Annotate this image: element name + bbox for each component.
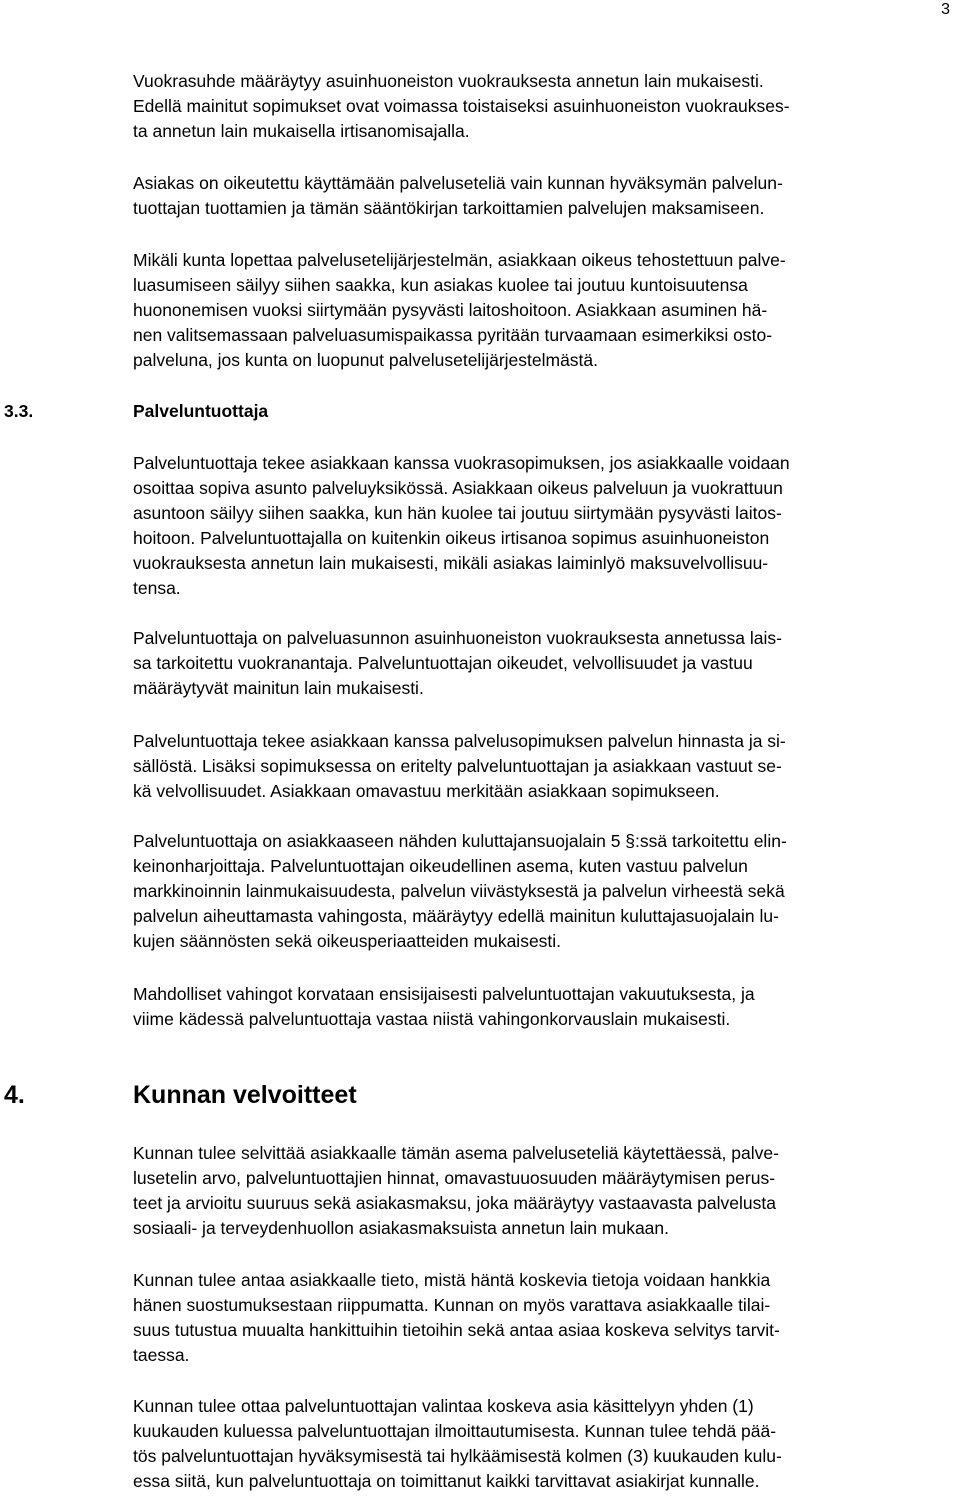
paragraph bbox=[133, 829, 955, 954]
text-line: Palveluntuottaja tekee asiakkaan kanssa vuokrasopimuksen, jos asiakkaalle voidaan bbox=[133, 453, 790, 473]
text-line: huononemisen vuoksi siirtymään pysyvästi laitoshoitoon. Asiakkaan asuminen hä- bbox=[133, 300, 768, 320]
text-line: tös palveluntuottajan hyväksymisestä tai hylkäämisestä kolmen (3) kuukauden kulu- bbox=[133, 1446, 782, 1466]
text-line: määräytyvät mainitun lain mukaisesti. bbox=[133, 678, 424, 698]
paragraph bbox=[133, 982, 955, 1032]
section-number: 3.3. bbox=[4, 401, 34, 421]
paragraph bbox=[133, 1141, 955, 1241]
text-line: kä velvollisuudet. Asiakkaan omavastuu merkitään asiakkaan sopimukseen. bbox=[133, 781, 720, 801]
paragraph bbox=[133, 1268, 955, 1368]
paragraph bbox=[133, 626, 955, 701]
text-line: suus tutustua muualta hankittuihin tietoihin sekä antaa asiaa koskeva selvitys tarvit- bbox=[133, 1320, 780, 1340]
text-line: Asiakas on oikeutettu käyttämään palveluseteliä vain kunnan hyväksymän palvelun- bbox=[133, 173, 783, 193]
text-line: nen valitsemassaan palveluasumispaikassa pyritään turvaamaan esimerkiksi osto- bbox=[133, 325, 773, 345]
chapter-number: 4. bbox=[4, 1081, 25, 1109]
paragraph bbox=[133, 451, 955, 601]
text-line: Kunnan tulee selvittää asiakkaalle tämän asema palveluseteliä käytettäessä, palve- bbox=[133, 1143, 779, 1163]
text-line: viime kädessä palveluntuottaja vastaa niistä vahingonkorvauslain mukaisesti. bbox=[133, 1009, 731, 1029]
text-line: Palveluntuottaja on asiakkaaseen nähden kuluttajansuojalain 5 §:ssä tarkoitettu elin- bbox=[133, 831, 787, 851]
text-line: Edellä mainitut sopimukset ovat voimassa toistaiseksi asuinhuoneiston vuokraukses- bbox=[133, 96, 790, 116]
text-line: teet ja arvioitu suuruus sekä asiakasmaksu, joka määräytyy vastaavasta palvelusta bbox=[133, 1193, 776, 1213]
text-line: vuokrauksesta annetun lain mukaisesti, mikäli asiakas laiminlyö maksuvelvollisuu- bbox=[133, 553, 769, 573]
text-line: hänen suostumuksestaan riippumatta. Kunnan on myös varattava asiakkaalle tilai- bbox=[133, 1295, 771, 1315]
paragraph bbox=[133, 729, 955, 804]
text-line: lusetelin arvo, palveluntuottajien hinnat, omavastuuosuuden määräytymisen perus- bbox=[133, 1168, 776, 1188]
text-line: tuottajan tuottamien ja tämän sääntökirjan tarkoittamien palvelujen maksamiseen. bbox=[133, 198, 765, 218]
text-line: palvelun aiheuttamasta vahingosta, määräytyy edellä mainitun kuluttajasuojalain lu- bbox=[133, 906, 779, 926]
text-line: Kunnan tulee antaa asiakkaalle tieto, mistä häntä koskevia tietoja voidaan hankkia bbox=[133, 1270, 771, 1290]
page-number: 3 bbox=[941, 1, 950, 18]
text-line: essa siitä, kun palveluntuottaja on toimittanut kaikki tarvittavat asiakirjat kunnalle. bbox=[133, 1471, 760, 1491]
text-line: kujen säännösten sekä oikeusperiaatteiden mukaisesti. bbox=[133, 931, 562, 951]
chapter-heading: Kunnan velvoitteet bbox=[133, 1081, 357, 1109]
text-line: Kunnan tulee ottaa palveluntuottajan valintaa koskeva asia käsittelyyn yhden (1) bbox=[133, 1396, 754, 1416]
text-line: Vuokrasuhde määräytyy asuinhuoneiston vuokrauksesta annetun lain mukaisesti. bbox=[133, 71, 764, 91]
paragraph bbox=[133, 171, 955, 221]
paragraph bbox=[133, 1394, 955, 1494]
text-line: keinonharjoittaja. Palveluntuottajan oikeudellinen asema, kuten vastuu palvelun bbox=[133, 856, 748, 876]
text-line: tensa. bbox=[133, 578, 181, 598]
text-line: kuukauden kuluessa palveluntuottajan ilmoittautumisesta. Kunnan tulee tehdä pää- bbox=[133, 1421, 777, 1441]
text-line: Mahdolliset vahingot korvataan ensisijaisesti palveluntuottajan vakuutuksesta, ja bbox=[133, 984, 755, 1004]
section-heading: Palveluntuottaja bbox=[133, 401, 269, 421]
paragraph bbox=[133, 69, 955, 144]
text-line: asuntoon säilyy siihen saakka, kun hän kuolee tai joutuu siirtymään pysyvästi laitos- bbox=[133, 503, 782, 523]
text-line: sa tarkoitettu vuokranantaja. Palveluntuottajan oikeudet, velvollisuudet ja vastuu bbox=[133, 653, 753, 673]
text-line: osoittaa sopiva asunto palveluyksikössä. Asiakkaan oikeus palveluun ja vuokrattuun bbox=[133, 478, 783, 498]
text-line: sosiaali- ja terveydenhuollon asiakasmaksuista annetun lain mukaan. bbox=[133, 1218, 670, 1238]
text-line: palveluna, jos kunta on luopunut palvelusetelijärjestelmästä. bbox=[133, 350, 599, 370]
text-line: ta annetun lain mukaisella irtisanomisajalla. bbox=[133, 121, 470, 141]
text-line: Palveluntuottaja on palveluasunnon asuinhuoneiston vuokrauksesta annetussa lais- bbox=[133, 628, 782, 648]
text-line: hoitoon. Palveluntuottajalla on kuitenkin oikeus irtisanoa sopimus asuinhuoneiston bbox=[133, 528, 770, 548]
text-line: luasumiseen säilyy siihen saakka, kun asiakas kuolee tai joutuu kuntoisuutensa bbox=[133, 275, 748, 295]
text-line: markkinoinnin lainmukaisuudesta, palvelun viivästyksestä ja palvelun virheestä sekä bbox=[133, 881, 785, 901]
text-line: taessa. bbox=[133, 1345, 190, 1365]
paragraph bbox=[133, 248, 955, 373]
text-line: Mikäli kunta lopettaa palvelusetelijärjestelmän, asiakkaan oikeus tehostettuun palve- bbox=[133, 250, 786, 270]
text-line: Palveluntuottaja tekee asiakkaan kanssa palvelusopimuksen palvelun hinnasta ja si- bbox=[133, 731, 786, 751]
text-line: sällöstä. Lisäksi sopimuksessa on eritelty palveluntuottajan ja asiakkaan vastuut se- bbox=[133, 756, 782, 776]
